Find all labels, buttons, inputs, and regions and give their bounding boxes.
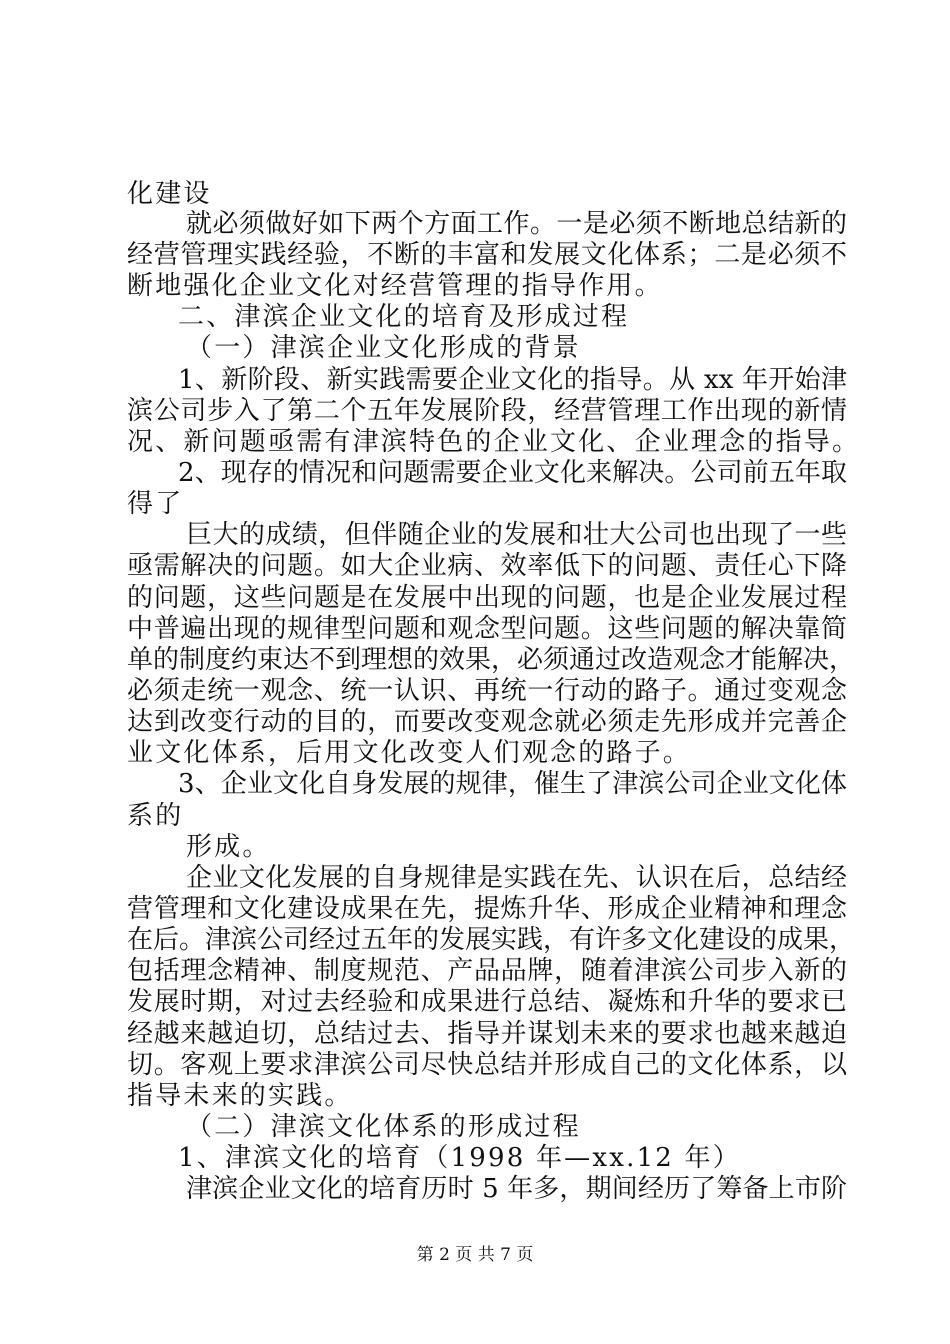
text-line: 断地强化企业文化对经营管理的指导作用。: [127, 271, 663, 301]
text-line: 津滨企业文化的培育历时 5 年多，期间经历了筹备上市阶: [186, 1174, 847, 1204]
text-line: 亟需解决的问题。如大企业病、效率低下的问题、责任心下降: [127, 551, 847, 581]
text-line: 形成。: [186, 832, 271, 862]
text-line: 滨公司步入了第二个五年发展阶段，经营管理工作出现的新情: [127, 396, 847, 426]
text-line: 1、新阶段、新实践需要企业文化的指导。从 xx 年开始津: [178, 365, 847, 395]
page-footer: 第 2 页 共 7 页: [416, 1245, 534, 1265]
text-line: 得了: [127, 489, 184, 519]
text-line: 业文化体系，后用文化改变人们观念的路子。: [127, 738, 692, 768]
text-line: 在后。津滨公司经过五年的发展实践，有许多文化建设的成果，: [127, 925, 856, 955]
text-line: 1、津滨文化的培育（1998 年—xx.12 年）: [178, 1143, 741, 1173]
text-line: 经越来越迫切，总结过去、指导并谋划未来的要求也越来越迫: [127, 1019, 847, 1049]
text-line: 化建设: [127, 179, 212, 209]
text-line: 就必须做好如下两个方面工作。一是必须不断地总结新的: [186, 209, 847, 239]
text-line: 经营管理实践经验，不断的丰富和发展文化体系；二是必须不: [127, 240, 847, 270]
text-line: 营管理和文化建设成果在先，提炼升华、形成企业精神和理念: [127, 894, 847, 924]
text-line: 发展时期，对过去经验和成果进行总结、凝炼和升华的要求已: [127, 987, 847, 1017]
text-line: 的问题，这些问题是在发展中出现的问题，也是企业发展过程: [127, 583, 847, 613]
text-line: 中普遍出现的规律型问题和观念型问题。这些问题的解决靠简: [127, 614, 847, 644]
text-line: 况、新问题亟需有津滨特色的企业文化、企业理念的指导。: [127, 427, 861, 457]
text-line: 巨大的成绩，但伴随企业的发展和壮大公司也出现了一些: [186, 520, 847, 550]
text-line: 包括理念精神、制度规范、产品品牌，随着津滨公司步入新的: [127, 956, 847, 986]
text-line: 企业文化发展的自身规律是实践在先、认识在后，总结经: [186, 863, 847, 893]
subsection-heading: （一）津滨企业文化形成的背景: [186, 333, 581, 363]
text-line: 必须走统一观念、统一认识、再统一行动的路子。通过变观念: [127, 676, 847, 706]
text-line: 系的: [127, 801, 184, 831]
text-line: 单的制度约束达不到理想的效果，必须通过改造观念才能解决，: [127, 645, 856, 675]
section-heading: 二、津滨企业文化的培育及形成过程: [178, 302, 630, 332]
subsection-heading: （二）津滨文化体系的形成过程: [186, 1112, 581, 1142]
text-line: 2、现存的情况和问题需要企业文化来解决。公司前五年取: [178, 458, 847, 488]
text-line: 3、企业文化自身发展的规律，催生了津滨公司企业文化体: [178, 769, 847, 799]
text-line: 指导未来的实践。: [127, 1081, 353, 1111]
text-line: 切。客观上要求津滨公司尽快总结并形成自己的文化体系，以: [127, 1050, 847, 1080]
text-line: 达到改变行动的目的，而要改变观念就必须走先形成并完善企: [127, 707, 847, 737]
